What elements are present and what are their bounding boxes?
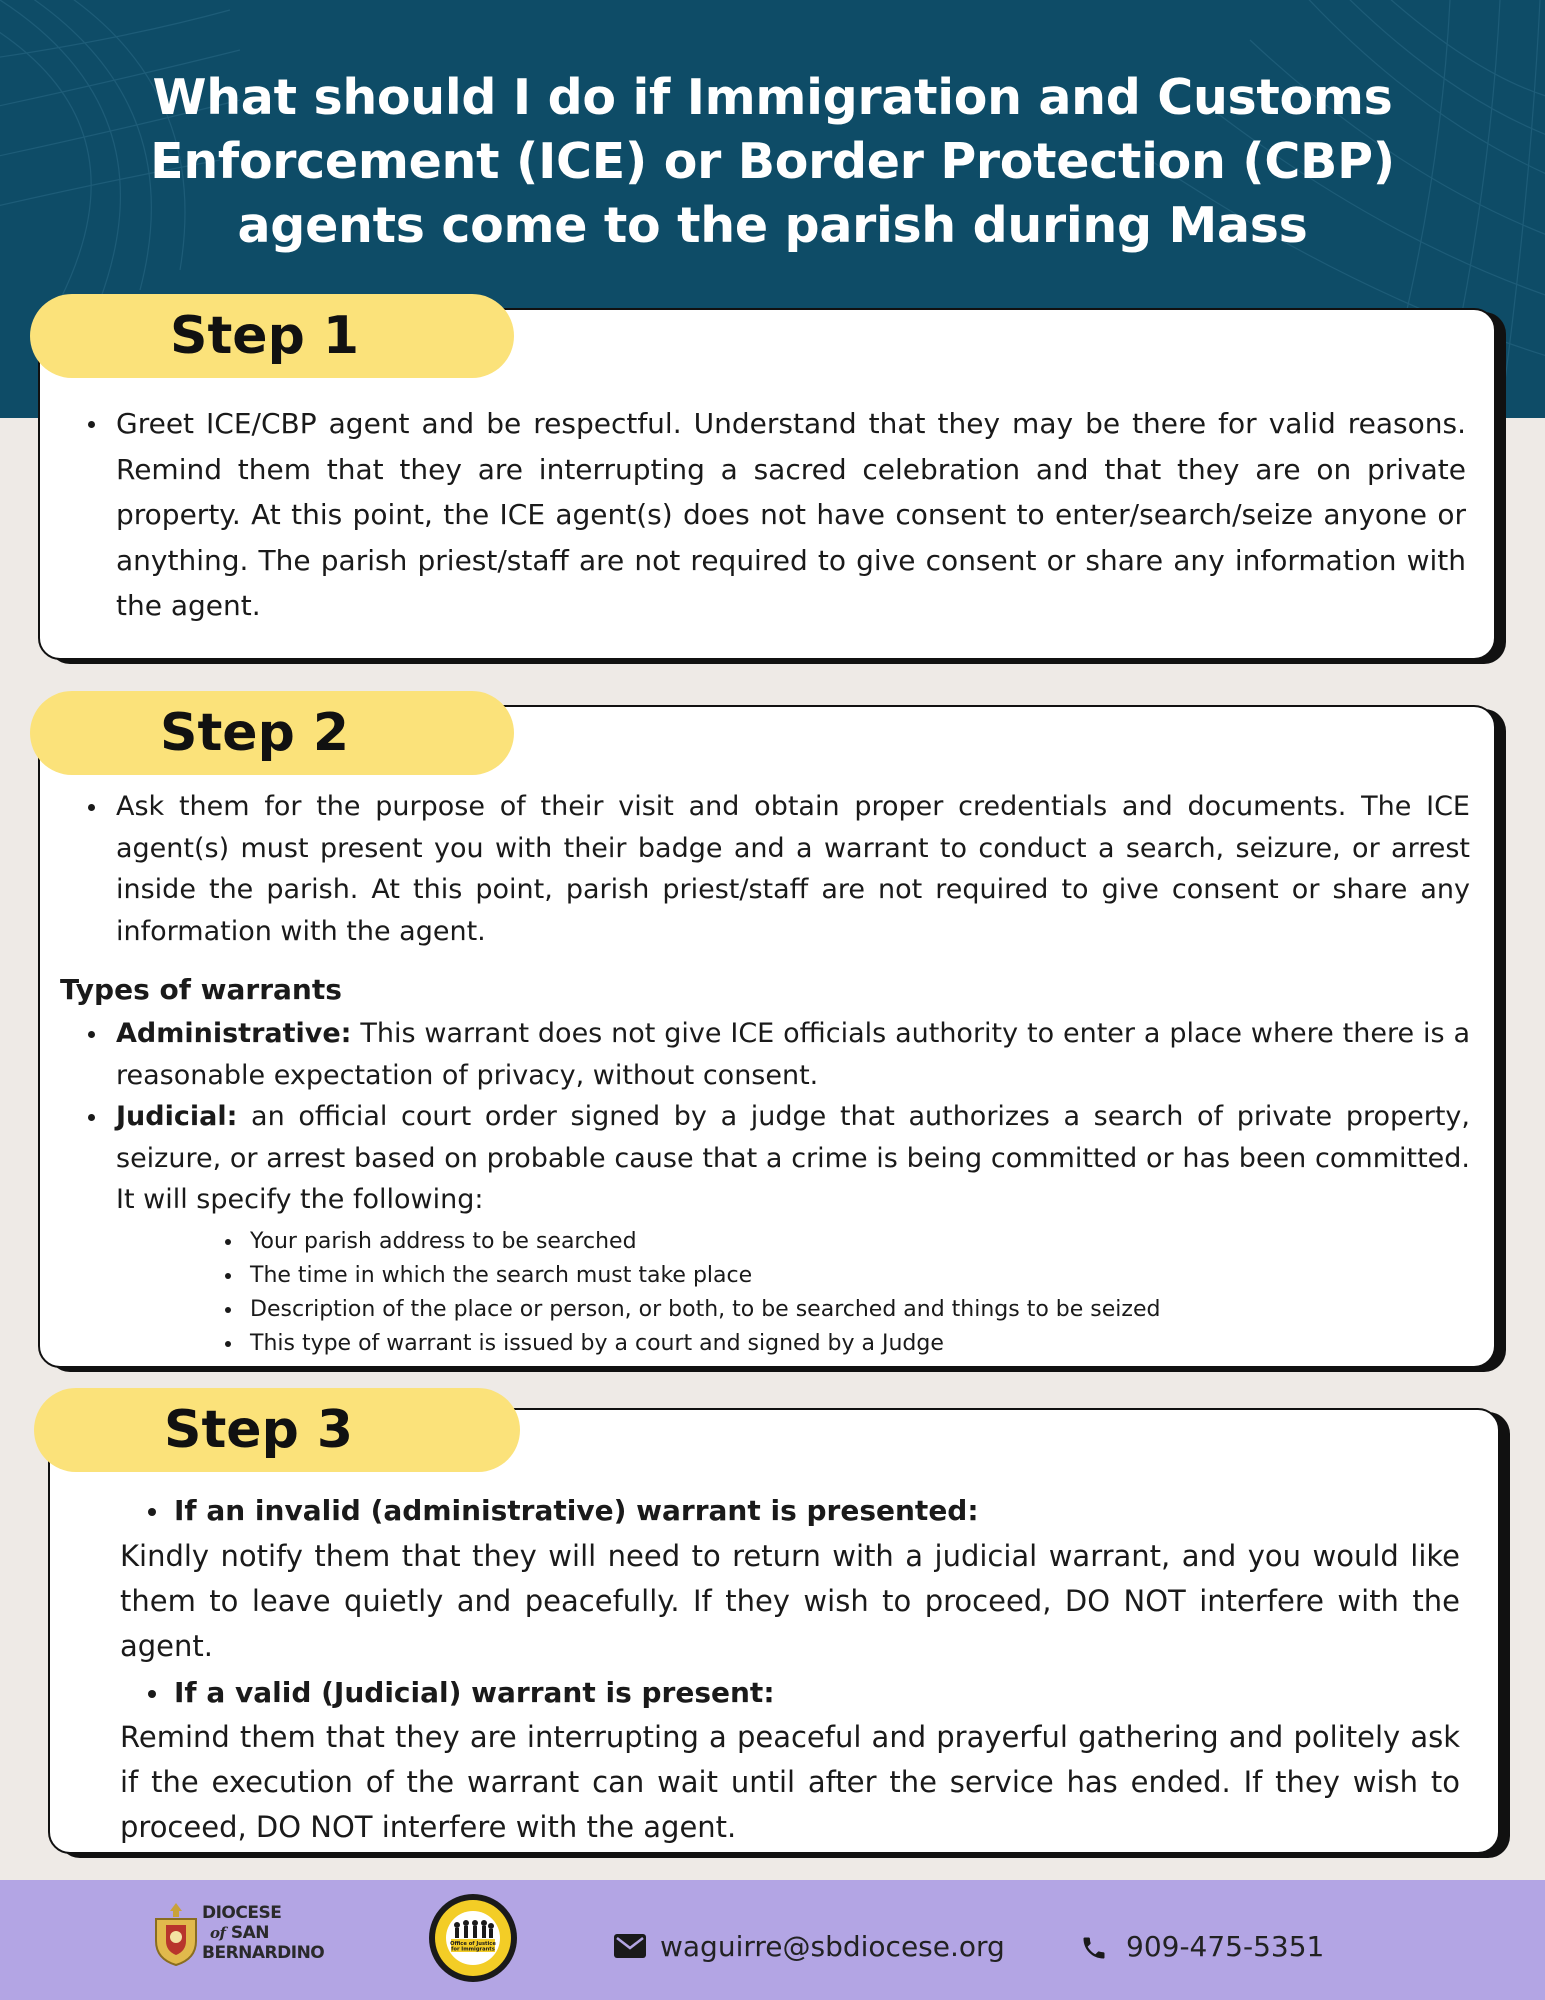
warrant-description: an official court order signed by a judge that authorizes a search of private property, seizure, or arrest based on probable cause that a crime is being committed or has been committed. It will specify the following: [116, 1101, 1470, 1215]
step-1-list [116, 401, 1466, 629]
diocese-name-line: DIOCESE [202, 1903, 282, 1923]
step-3-label: Step 3 [164, 1400, 354, 1460]
types-of-warrants-heading: Types of warrants [60, 973, 342, 1006]
specification-item: Description of the place or person, or both, to be searched and things to be seized [250, 1293, 1430, 1327]
title-line-3: agents come to the parish during Mass [237, 197, 1308, 254]
diocese-san: SAN [230, 1923, 270, 1943]
email-address[interactable]: waguirre@sbdiocese.org [660, 1930, 1005, 1963]
title-line-2: Enforcement (ICE) or Border Protection (CBP) [150, 133, 1395, 190]
step-1-text: Greet ICE/CBP agent and be respectful. Understand that they may be there for valid reasons. Remind them that they are interrupting a sacred celebration and that they are on private property. At this point, the ICE agent(s) does not have consent to enter/search/seize anyone or anything. The parish priest/staff are not required to give consent or share any information with the agent. [116, 401, 1466, 629]
warrant-type-administrative [116, 1013, 1470, 1096]
step-2-text: Ask them for the purpose of their visit and obtain proper credentials and documents. The ICE agent(s) must present you with their badge and a warrant to conduct a search, seizure, or arrest inside the parish. At this point, parish priest/staff are not required to give consent or share any information with the agent. [116, 786, 1470, 952]
invalid-warrant-heading: If an invalid (administrative) warrant is presented: [174, 1490, 979, 1532]
warrant-types-list [116, 1013, 1470, 1221]
diocese-logo [152, 1895, 332, 1975]
diocese-name-line: BERNARDINO [202, 1943, 325, 1963]
step-2-list [116, 786, 1470, 952]
title-line-1: What should I do if Immigration and Customs [152, 69, 1393, 126]
office-of-justice-seal [427, 1892, 519, 1984]
warrant-term: Judicial: [116, 1101, 238, 1132]
invalid-warrant-text: Kindly notify them that they will need to return with a judicial warrant, and you would like them to leave quietly and peacefully. If they wish to proceed, DO NOT interfere with the agent. [120, 1539, 1460, 1663]
valid-warrant-heading: If a valid (Judicial) warrant is present: [174, 1672, 775, 1714]
svg-text:for Immigrants: for Immigrants [451, 1946, 495, 1953]
step-1-label: Step 1 [170, 306, 360, 366]
diocese-of: of [210, 1924, 226, 1942]
svg-text:Office of Justice: Office of Justice [450, 1941, 496, 1947]
specification-item: This type of warrant is issued by a court and signed by a Judge [250, 1327, 1430, 1361]
warrant-type-judicial [116, 1096, 1470, 1221]
phone-number[interactable]: 909-475-5351 [1126, 1930, 1325, 1963]
step-2-pill [30, 691, 514, 775]
valid-warrant-text: Remind them that they are interrupting a peaceful and prayerful gathering and politely ask if the execution of the warrant can wait until after the service has ended. If they wish to proceed, DO NOT interfere with the agent. [120, 1720, 1460, 1844]
judicial-warrant-specifications [250, 1225, 1430, 1361]
step-3-pill [34, 1388, 520, 1472]
warrant-term: Administrative: [116, 1018, 352, 1049]
page-title [60, 66, 1485, 258]
phone-icon [1080, 1934, 1108, 1962]
step-1-pill [30, 294, 514, 378]
envelope-icon [614, 1934, 646, 1958]
step-2-label: Step 2 [160, 703, 350, 763]
specification-item: Your parish address to be searched [250, 1225, 1430, 1259]
diocese-name [202, 1903, 324, 1963]
specification-item: The time in which the search must take place [250, 1259, 1430, 1293]
warrant-description: This warrant does not give ICE officials authority to enter a place where there is a reasonable expectation of privacy, without consent. [116, 1018, 1470, 1091]
diocese-name-line [210, 1923, 324, 1943]
diocese-crest-icon [152, 1901, 200, 1967]
